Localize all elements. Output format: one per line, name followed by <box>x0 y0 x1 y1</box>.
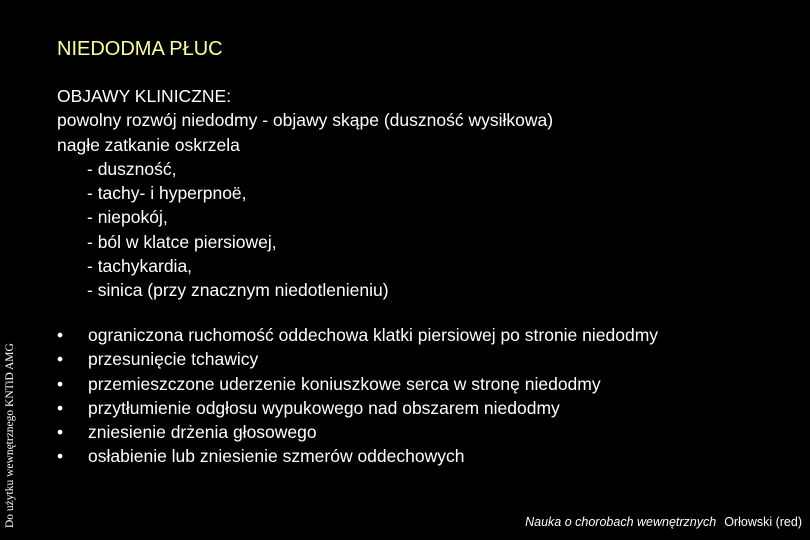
bullet-icon: • <box>57 373 64 394</box>
bullet-icon: • <box>57 422 64 443</box>
symptom-item: - sinica (przy znacznym niedotlenieniu) <box>87 280 389 301</box>
footer-author: Orłowski (red) <box>724 515 802 529</box>
finding-text: osłabienie lub zniesienie szmerów oddechowych <box>88 446 465 467</box>
finding-text: zniesienie drżenia głosowego <box>88 422 317 443</box>
finding-item <box>57 396 658 420</box>
bullet-icon: • <box>57 325 64 345</box>
symptom-item: - tachy- i hyperpnoë, <box>87 183 247 204</box>
physical-findings-list <box>57 323 658 469</box>
finding-text: przesunięcie tchawicy <box>88 349 259 370</box>
bullet-icon: • <box>57 397 64 418</box>
symptom-item: - duszność, <box>87 158 177 179</box>
footer-book-title: Nauka o chorobach wewnętrznych <box>525 515 717 529</box>
source-footer <box>525 515 802 529</box>
finding-item <box>57 420 658 444</box>
finding-text: ograniczona ruchomość oddechowa klatki piersiowej po stronie niedodmy <box>88 325 659 345</box>
finding-item <box>57 323 658 347</box>
symptom-item: - ból w klatce piersiowej, <box>87 231 277 252</box>
finding-text: przemieszczone uderzenie koniuszkowe serca w stronę niedodmy <box>88 373 601 394</box>
sudden-obstruction-line: nagłe zatkanie oskrzela <box>57 134 240 155</box>
clinical-symptoms-block <box>57 84 553 303</box>
finding-item <box>57 372 658 396</box>
symptom-item: - tachykardia, <box>87 256 193 277</box>
symptom-item: - niepokój, <box>87 207 168 228</box>
finding-item <box>57 444 658 468</box>
slow-development-line: powolny rozwój niedodmy - objawy skąpe (duszność wysiłkowa) <box>57 110 554 131</box>
bullet-icon: • <box>57 349 64 370</box>
side-watermark-label: Do użytku wewnętrznego KNTiD AMG <box>4 343 16 528</box>
slide-title: NIEDODMA PŁUC <box>57 38 223 60</box>
finding-item <box>57 347 658 371</box>
bullet-icon: • <box>57 446 64 467</box>
section-heading: OBJAWY KLINICZNE: <box>57 86 232 106</box>
finding-text: przytłumienie odgłosu wypukowego nad obszarem niedodmy <box>88 397 560 418</box>
